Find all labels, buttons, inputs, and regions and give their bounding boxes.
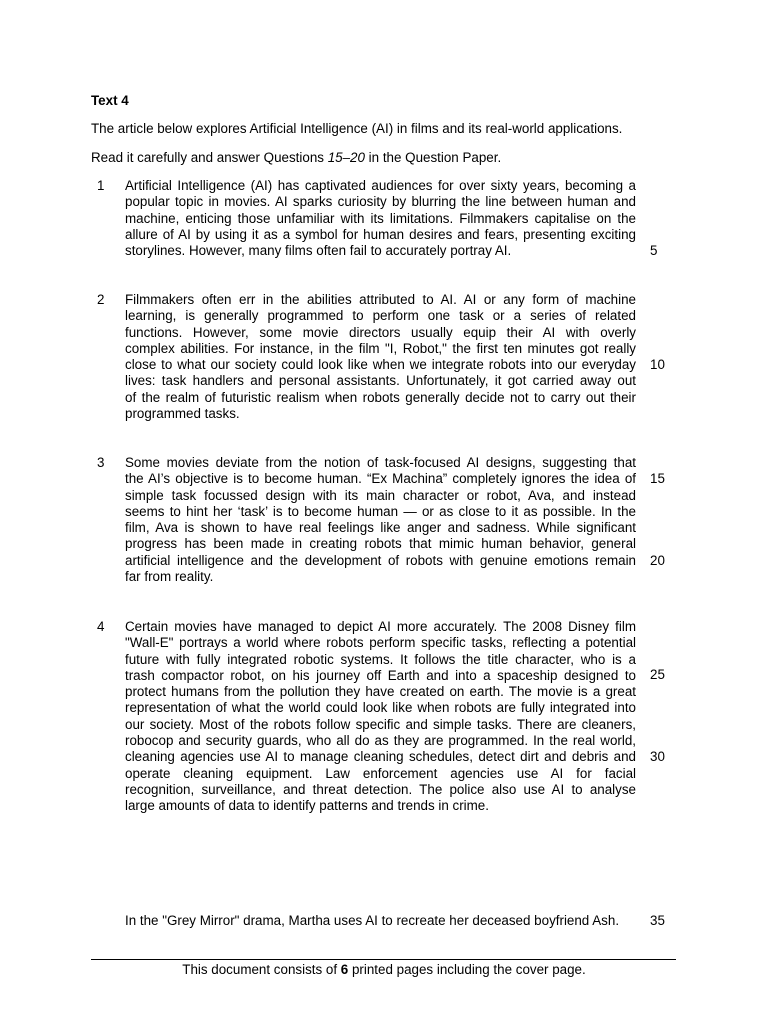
text-heading: Text 4 — [91, 93, 129, 108]
paragraph-line: the AI’s objective is to become human. “Ex Machina” completely ignores the idea of — [125, 471, 636, 487]
paragraph-line: Artificial Intelligence (AI) has captivated audiences for over sixty years, becoming a — [125, 178, 636, 193]
paragraph-line: large amounts of data to identify patterns and trends in crime. — [125, 798, 489, 814]
line-number-20: 20 — [650, 553, 665, 568]
paragraph-line: trash compactor robot, on his journey off Earth and into a spaceship designed to — [125, 667, 636, 683]
paragraph-line: complex abilities. For instance, in the film "I, Robot," the first ten minutes got really — [125, 340, 636, 356]
paragraph-line: allure of AI by using it as a symbol for human desires and fears, presenting exciting — [125, 226, 636, 242]
intro-line-1: The article below explores Artificial Intelligence (AI) in films and its real-world applications. — [91, 121, 623, 136]
paragraph-2 — [125, 292, 636, 422]
paragraph-line: progress has been made in creating robots that mimic human behavior, general — [125, 536, 636, 552]
paragraph-line: Filmmakers often err in the abilities attributed to AI. AI or any form of machine — [125, 292, 636, 307]
paragraph-line: "Wall-E" portrays a world where robots perform specific tasks, reflecting a potential — [125, 635, 636, 651]
question-range: 15–20 — [327, 150, 365, 165]
intro-line-2 — [91, 150, 501, 165]
paragraph-line: machine, enticing those unfamiliar with its limitations. Filmmakers capitalise on the — [125, 210, 636, 226]
line-number-5: 5 — [650, 243, 658, 258]
final-line: In the "Grey Mirror" drama, Martha uses AI to recreate her deceased boyfriend Ash. — [125, 913, 620, 928]
footer-text-end: printed pages including the cover page. — [348, 962, 586, 977]
page-count: 6 — [340, 962, 349, 977]
footer-divider — [91, 959, 676, 960]
paragraph-line: of the realm of futuristic realism when robots generally decide not to carry out their — [125, 389, 636, 405]
page-footer — [0, 962, 768, 977]
paragraph-number-3: 3 — [97, 455, 105, 470]
line-number-35: 35 — [650, 913, 665, 928]
paragraph-line: close to what our society could look like when we integrate robots into our everyday — [125, 357, 636, 373]
paragraph-line: functions. However, some movie directors usually equip their AI with overly — [125, 324, 636, 340]
footer-text-start: This document consists of — [182, 962, 341, 977]
paragraph-line: Certain movies have managed to depict AI more accurately. The 2008 Disney film — [125, 619, 636, 634]
paragraph-1 — [125, 178, 636, 259]
paragraph-line: seems to hint her ‘task’ is to become human — or as close to it as possible. In the — [125, 503, 636, 519]
paragraph-line: protect humans from the pollution they have created on earth. The movie is a great — [125, 684, 636, 700]
paragraph-line: Some movies deviate from the notion of task-focused AI designs, suggesting that — [125, 455, 636, 470]
paragraph-line: simple task focussed design with its main character or robot, Ava, and instead — [125, 487, 636, 503]
paragraph-line: programmed tasks. — [125, 406, 240, 422]
intro-line-2-end: in the Question Paper. — [364, 150, 502, 165]
paragraph-line: lives: task handlers and personal assistants. Unfortunately, it got carried away out — [125, 373, 636, 389]
line-number-10: 10 — [650, 357, 665, 372]
paragraph-line: popular topic in movies. AI sparks curiosity by blurring the line between human and — [125, 194, 636, 210]
paragraph-line: cleaning agencies use AI to manage cleaning schedules, detect dirt and debris and — [125, 749, 636, 765]
paragraph-line: future with fully integrated robotic systems. It follows the title character, who is a — [125, 651, 636, 667]
line-number-30: 30 — [650, 749, 665, 764]
paragraph-number-2: 2 — [97, 292, 105, 307]
paragraph-line: representation of what the world could look like when robots are fully integrated into — [125, 700, 636, 716]
paragraph-line: storylines. However, many films often fail to accurately portray AI. — [125, 243, 512, 259]
paragraph-number-1: 1 — [97, 178, 105, 193]
paragraph-line: operate cleaning equipment. Law enforcement agencies use AI for facial — [125, 765, 636, 781]
line-number-15: 15 — [650, 471, 665, 486]
paragraph-line: artificial intelligence and the development of robots with genuine emotions remain — [125, 552, 636, 568]
intro-line-2-start: Read it carefully and answer Questions — [91, 150, 328, 165]
paragraph-line: recognition, surveillance, and threat detection. The police also use AI to analyse — [125, 781, 636, 797]
paragraph-line: far from reality. — [125, 569, 214, 585]
line-number-25: 25 — [650, 667, 665, 682]
paragraph-3 — [125, 455, 636, 585]
paragraph-line: film, Ava is shown to have real feelings like anger and sadness. While significant — [125, 520, 636, 536]
paragraph-line: learning, is generally programmed to perform one task or a series of related — [125, 308, 636, 324]
paragraph-line: robocop and security guards, who all do as they are programmed. In the real world, — [125, 733, 636, 749]
paragraph-number-4: 4 — [97, 619, 105, 634]
paragraph-line: our society. Most of the robots follow specific and simple tasks. There are cleaners, — [125, 716, 636, 732]
paragraph-4 — [125, 619, 636, 815]
